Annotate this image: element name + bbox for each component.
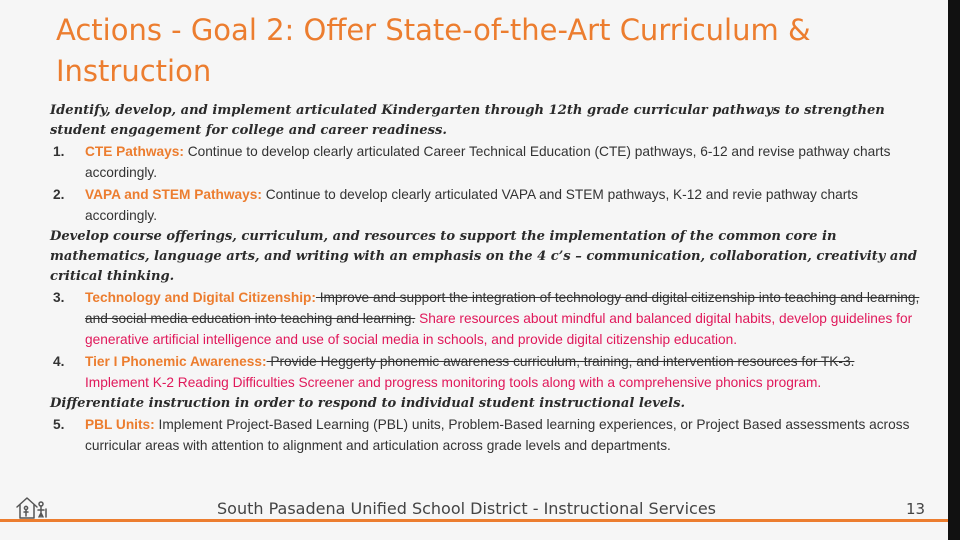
item-number: 4.	[53, 353, 65, 369]
section-1-intro: Identify, develop, and implement articulated Kindergarten through 12th grade curricular pathways to strengthen student engagement for college and career readiness.	[50, 103, 885, 138]
section-2-list	[50, 287, 920, 394]
item-number: 1.	[53, 144, 65, 159]
house-family-icon	[14, 495, 50, 519]
item-text: Implement Project-Based Learning (PBL) units, Problem-Based learning experiences, or Project Based assessments across curricular areas with attention to alignment and articulation across grade levels and departments.	[85, 416, 910, 454]
list-item-cte-pathways	[50, 141, 920, 184]
section-3-list	[50, 414, 920, 457]
item-heading: VAPA and STEM Pathways:	[85, 186, 262, 202]
item-number: 2.	[53, 186, 65, 202]
slide-title: Actions - Goal 2: Offer State-of-the-Art Curriculum & Instruction	[56, 13, 811, 88]
list-item-technology-digital-citizenship	[50, 287, 920, 351]
footer-divider	[0, 519, 948, 522]
section-2-intro: Develop course offerings, curriculum, and resources to support the implementation of the common core in mathematics, language arts, and writing with an emphasis on the 4 c’s – communication, collaboration, creativity and critical thinking.	[50, 228, 918, 284]
item-added-text: Implement K-2 Reading Difficulties Screener and progress monitoring tools along with a comprehensive phonics program.	[85, 375, 822, 391]
list-item-pbl-units	[50, 414, 920, 457]
item-heading: Technology and Digital Citizenship:	[85, 289, 316, 305]
item-heading: CTE Pathways:	[85, 144, 184, 159]
item-struck-text: Improve and support the integration of technology and digital citizenship into teaching and learning, and social media education into teaching and learning.	[85, 289, 920, 327]
window-edge	[948, 0, 960, 540]
item-heading: Tier I Phonemic Awareness:	[85, 353, 267, 369]
item-heading: PBL Units:	[85, 416, 155, 432]
item-struck-text: Provide Heggerty phonemic awareness curriculum, training, and intervention resources for TK-3.	[266, 353, 855, 369]
slide-content	[50, 101, 920, 456]
page-number: 13	[906, 500, 926, 518]
item-number: 3.	[53, 289, 65, 305]
section-3-intro: Differentiate instruction in order to respond to individual student instructional levels.	[50, 395, 686, 411]
list-item-phonemic-awareness	[50, 351, 920, 394]
section-1-list	[50, 141, 920, 227]
item-added-text: Share resources about mindful and balanced digital habits, develop guidelines for generative artificial intelligence and use of social media in schools, and provide digital citizenship education.	[85, 311, 913, 348]
item-text: Continue to develop clearly articulated VAPA and STEM pathways, K-12 and revie pathway charts accordingly.	[85, 186, 858, 224]
list-item-vapa-stem-pathways	[50, 184, 920, 227]
footer-text: South Pasadena Unified School District - Instructional Services	[217, 499, 717, 518]
item-number: 5.	[53, 416, 65, 432]
item-text: Continue to develop clearly articulated Career Technical Education (CTE) pathways, 6-12 and revise pathway charts accordingly.	[85, 144, 891, 181]
